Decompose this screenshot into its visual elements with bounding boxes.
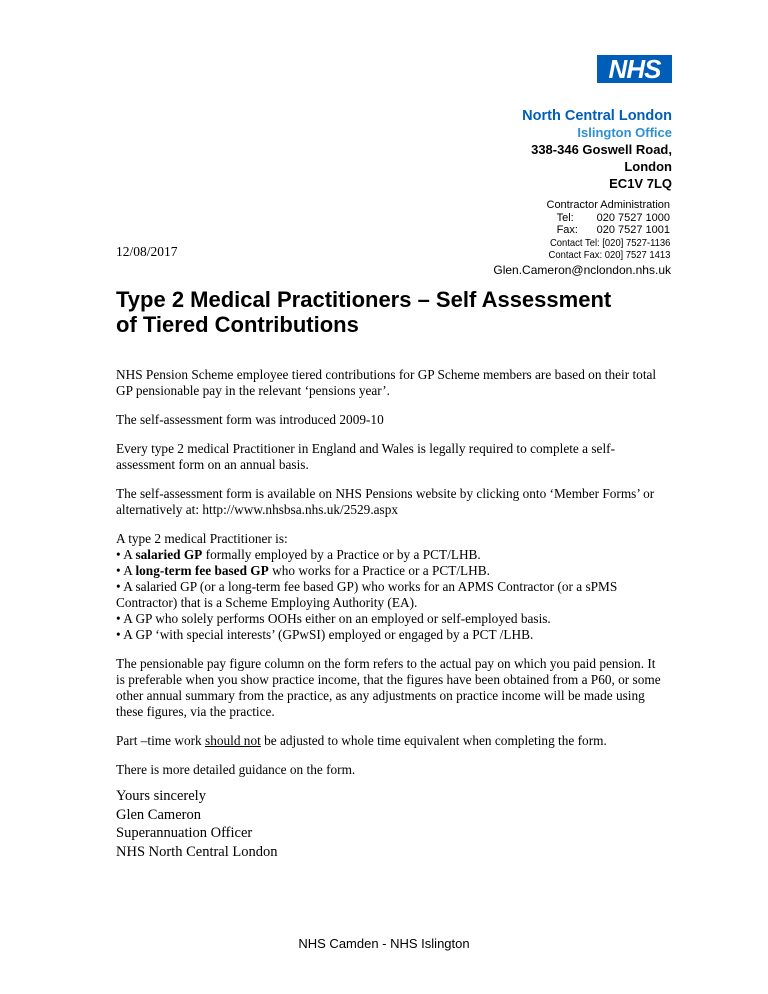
list-item-bold: long-term fee based GP [135, 563, 269, 578]
list-item: • A GP ‘with special interests’ (GPwSI) employed or engaged by a PCT /LHB. [116, 627, 534, 642]
address-line-1: 338-346 Goswell Road, [531, 142, 672, 157]
paragraph-6-underlined: should not [205, 733, 261, 748]
list-item [116, 547, 661, 563]
fax-row [535, 224, 670, 237]
nhs-logo: NHS [597, 55, 672, 83]
list-bullet: • A [116, 563, 136, 578]
tel-label: Tel: [556, 211, 574, 224]
paragraph-6 [116, 733, 661, 749]
list-item: • A salaried GP (or a long-term fee based GP) who works for an APMS Contractor (or a sPMS Contractor) that is a Scheme Employing Authority (EA). [116, 579, 618, 610]
tel-value: 020 7527 1000 [596, 211, 670, 224]
fax-value: 020 7527 1001 [596, 224, 670, 236]
list-item-bold: salaried GP [135, 547, 203, 562]
paragraph-2: The self-assessment form was introduced 2009-10 [116, 412, 384, 427]
address-line-2: London [624, 159, 672, 174]
closing: Yours sincerely [116, 788, 206, 804]
address-line-3: EC1V 7LQ [609, 176, 672, 191]
paragraph-5: The pensionable pay figure column on the form refers to the actual pay on which you paid pension. It is preferable when you show practice income, that the figures have been obtained from a P60, or some other annual summary from the practice, as any adjustments on practice income will be made using these figures, via the practice. [116, 656, 661, 719]
signoff-block [116, 787, 278, 861]
paragraph-4: The self-assessment form is available on NHS Pensions website by clicking onto ‘Member Forms’ or alternatively at: http://www.nhsbsa.nhs.uk/2529.aspx [116, 486, 655, 517]
office-name: Islington Office [577, 125, 672, 140]
fax-label: Fax: [556, 224, 578, 236]
letter-title: Type 2 Medical Practitioners – Self Assessment of Tiered Contributions [116, 287, 612, 337]
contact-block [535, 199, 670, 262]
signatory-role: Superannuation Officer [116, 825, 253, 841]
signatory-org: NHS North Central London [116, 843, 278, 860]
paragraph-7: There is more detailed guidance on the form. [116, 762, 356, 777]
paragraph-3: Every type 2 medical Practitioner in England and Wales is legally required to complete a self-assessment form on an annual basis. [116, 441, 615, 472]
tel-row [535, 212, 670, 225]
org-address-block [522, 108, 672, 192]
letter-body [116, 367, 661, 791]
page-footer: NHS Camden - NHS Islington [298, 936, 470, 951]
signatory-name: Glen Cameron [116, 806, 201, 823]
list-item: • A GP who solely performs OOHs either on an employed or self-employed basis. [116, 611, 551, 626]
paragraph-1: NHS Pension Scheme employee tiered contributions for GP Scheme members are based on their total GP pensionable pay in the relevant ‘pensions year’. [116, 367, 657, 398]
contact-tel: Contact Tel: [020] 7527-1136 [549, 236, 670, 249]
list-intro: A type 2 medical Practitioner is: [116, 531, 288, 546]
list-item-text: formally employed by a Practice or by a PCT/LHB. [202, 547, 481, 562]
list-bullet: • A [116, 547, 136, 562]
list-item [116, 563, 661, 579]
practitioner-list [116, 531, 661, 643]
list-item-text: who works for a Practice or a PCT/LHB. [268, 563, 490, 578]
department: Contractor Administration [546, 199, 670, 211]
letter-date: 12/08/2017 [116, 244, 178, 259]
org-name: North Central London [522, 108, 672, 124]
paragraph-6-end: be adjusted to whole time equivalent when completing the form. [260, 733, 607, 748]
contact-fax: Contact Fax: 020] 7527 1413 [548, 249, 670, 261]
paragraph-6-start: Part –time work [116, 733, 206, 748]
email-address: Glen.Cameron@nclondon.nhs.uk [493, 263, 671, 277]
